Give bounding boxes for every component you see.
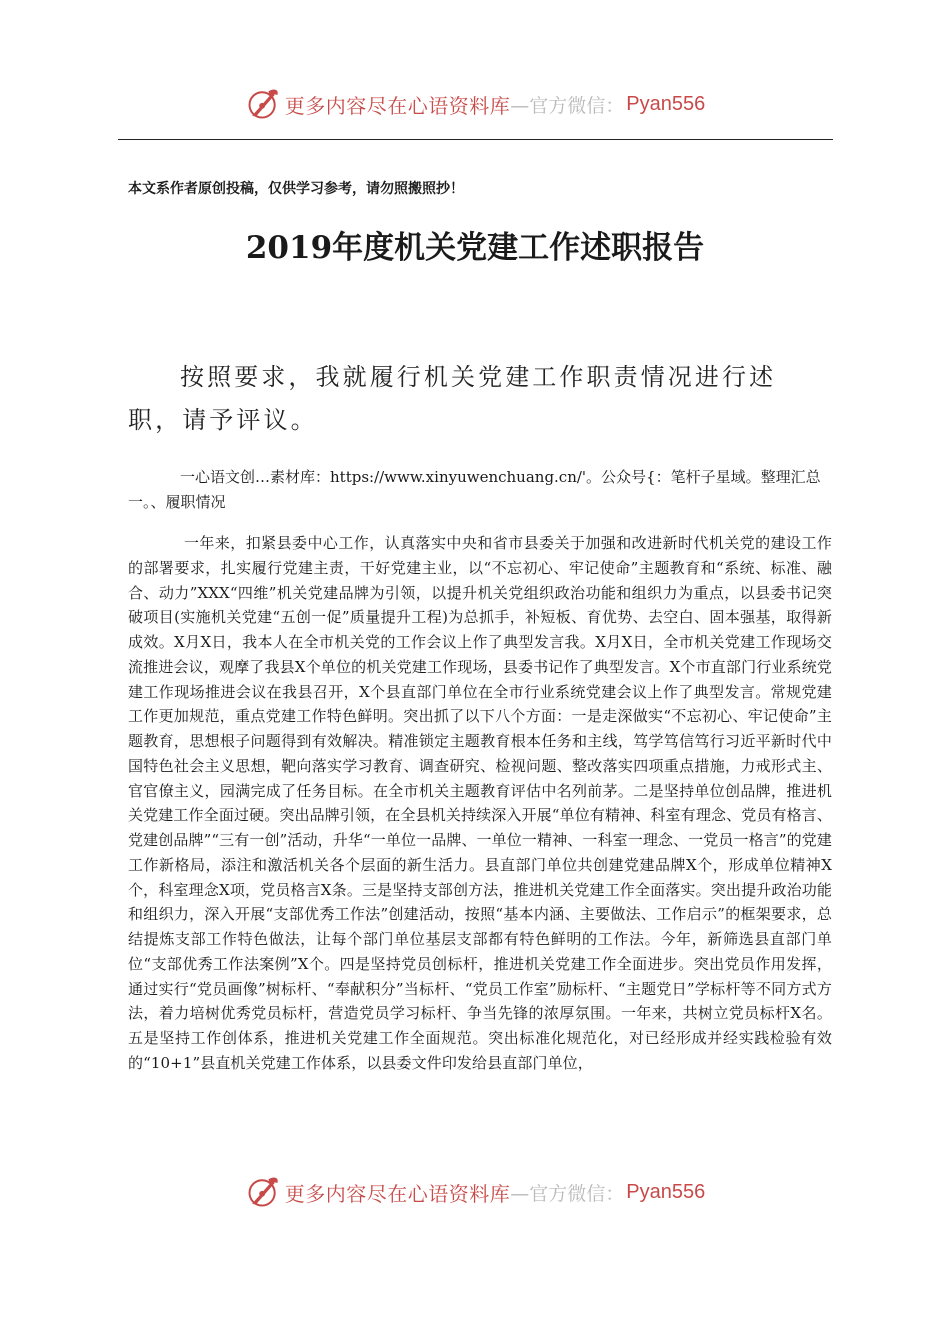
banner-wechat-id: Pyan556 xyxy=(626,92,706,115)
body-paragraph: 一年来，扣紧县委中心工作，认真落实中央和省市县委关于加强和改进新时代机关党的建设工作的部署要求，扎实履行党建主责，干好党建主业，以“不忘初心、牢记使命”主题教育和“系统、标准、融合、动力”XXX“四维”机关党建品牌为引领，以提升机关党组织政治功能和组织力为重点，以县委书记突破项目(实施机关党建“五创一促”质量提升工程)为总抓手，补短板、育优势、去空白、固本强基，取得新成效。X月X日，我本人在全市机关党的工作会议上作了典型发言我。X月X日，全市机关党建工作现场交流推进会议，观摩了我县X个单位的机关党建工作现场，县委书记作了典型发言。X个市直部门行业系统党建工作现场推进会议在我县召开，X个县直部门单位在全市行业系统党建会议上作了典型发言。常规党建工作更加规范，重点党建工作特色鲜明。突出抓了以下八个方面：一是走深做实“不忘初心、牢记使命”主题教育，思想根子问题得到有效解决。精准锁定主题教育根本任务和主线，笃学笃信笃行习近平新时代中国特色社会主义思想，靶向落实学习教育、调查研究、检视问题、整改落实四项重点措施，力戒形式主、官官僚主义，园满完成了任务目标。在全市机关主题教育评估中名列前茅。二是坚持单位创品牌，推进机关党建工作全面过硬。突出品牌引领，在全县机关持续深入开展“单位有精神、科室有理念、党员有格言、党建创品牌”“三有一创”活动，升华“一单位一品牌、一单位一精神、一科室一理念、一党员一格言”的党建工作新格局，添注和激活机关各个层面的新生活力。县直部门单位共创建党建品牌X个，形成单位精神X个，科室理念X项，党员格言X条。三是坚持支部创方法，推进机关党建工作全面落实。突出提升政治功能和组织力，深入开展“支部优秀工作法”创建活动，按照“基本内涵、主要做法、工作启示”的框架要求，总结提炼支部工作特色做法，让每个部门单位基层支部都有特色鲜明的工作法。今年，新筛选县直部门单位“支部优秀工作法案例”X个。四是坚持党员创标杆，推进机关党建工作全面进步。突出党员作用发挥，通过实行“党员画像”树标杆、“奉献积分”当标杆、“党员工作室”励标杆、“主题党日”学标杆等不同方式方法，着力培树优秀党员标杆，营造党员学习标杆、争当先锋的浓厚氛围。一年来，共树立党员标杆X名。五是坚持工作创体系，推进机关党建工作全面规范。突出标准化规范化，对已经形成并经实践检验有效的“10+1”县直机关党建工作体系，以县委文件印发给县直部门单位， xyxy=(128,534,832,1072)
lead-paragraph: 按照要求，我就履行机关党建工作职责情况进行述职，请予评议。 xyxy=(128,363,777,434)
banner-wechat-id: Pyan556 xyxy=(626,1180,706,1203)
banner-separator: —官方微信： xyxy=(510,94,625,117)
banner-slogan: 更多内容尽在心语资料库 xyxy=(284,93,511,118)
header-banner xyxy=(0,82,950,126)
document-title: 2019年度机关党建工作述职报告 xyxy=(245,230,705,266)
quill-logo-icon xyxy=(245,1174,281,1210)
banner-slogan: 更多内容尽在心语资料库 xyxy=(284,1181,511,1206)
footer-banner xyxy=(0,1170,950,1214)
header-divider xyxy=(118,139,833,140)
banner-separator: —官方微信： xyxy=(510,1182,625,1205)
source-meta-line: 一心语文创…素材库：https://www.xinyuwenchuang.cn/'。公众号{：笔杆子星域。整理汇总一。、履职情况 xyxy=(128,468,821,511)
quill-logo-icon xyxy=(245,86,281,122)
copyright-notice: 本文系作者原创投稿，仅供学习参考，请勿照搬照抄！ xyxy=(128,181,464,197)
